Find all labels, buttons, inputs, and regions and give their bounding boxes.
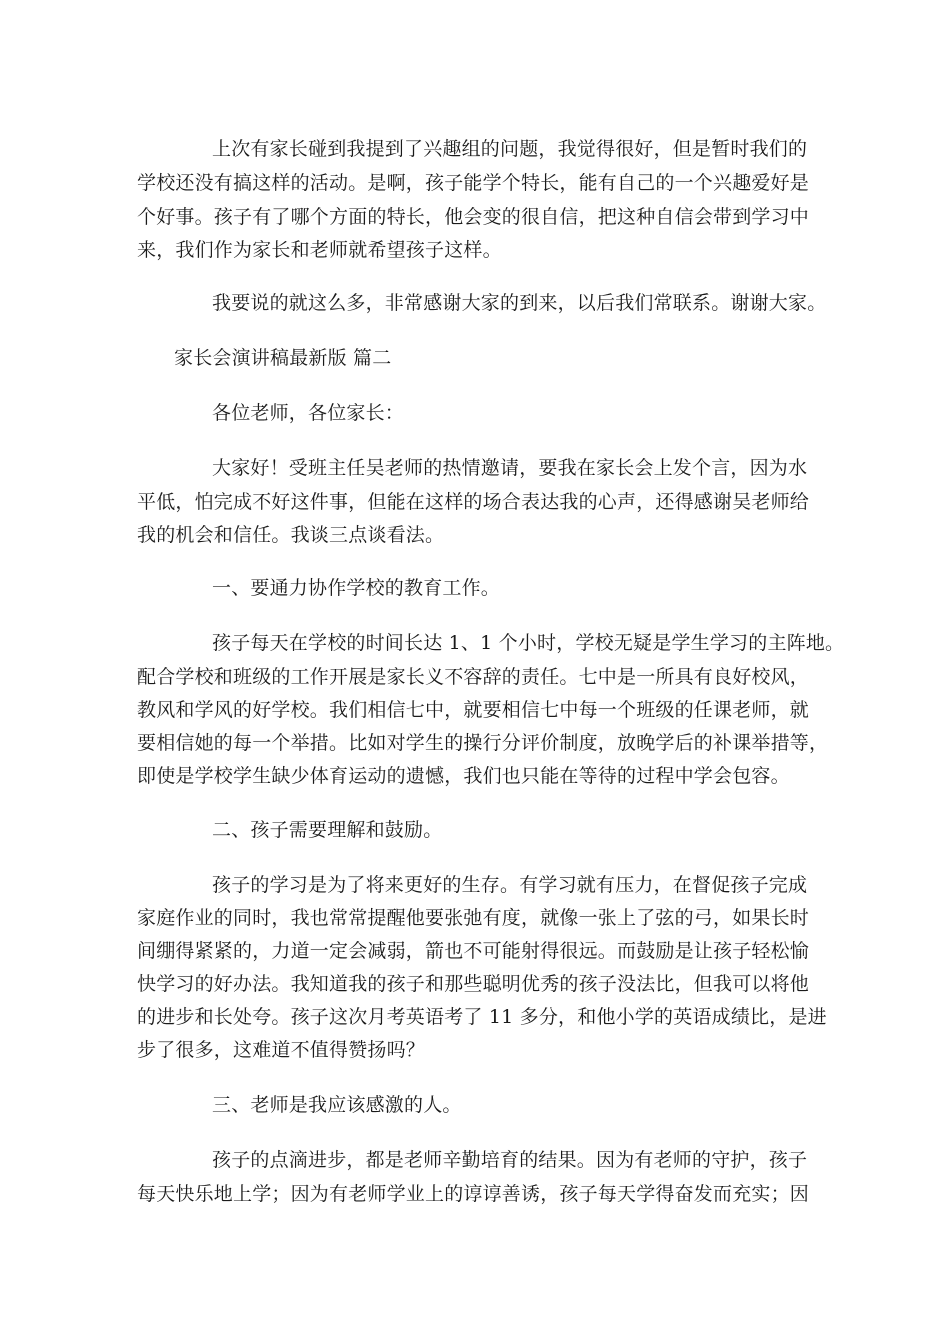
paragraph-line: 上次有家长碰到我提到了兴趣组的问题，我觉得很好，但是暂时我们的 bbox=[212, 138, 808, 160]
paragraph-line: 个好事。孩子有了哪个方面的特长，他会变的很自信，把这种自信会带到学习中 bbox=[137, 206, 810, 228]
point-heading: 一、要通力协作学校的教育工作。 bbox=[212, 577, 501, 599]
paragraph-line: 孩子的学习是为了将来更好的生存。有学习就有压力，在督促孩子完成 bbox=[212, 874, 808, 896]
paragraph-line: 我要说的就这么多，非常感谢大家的到来，以后我们常联系。谢谢大家。 bbox=[212, 292, 827, 314]
point-heading: 三、老师是我应该感激的人。 bbox=[212, 1094, 462, 1116]
point-heading: 二、孩子需要理解和鼓励。 bbox=[212, 819, 443, 841]
paragraph-line: 的进步和长处夸。孩子这次月考英语考了 11 多分，和他小学的英语成绩比，是进 bbox=[137, 1006, 827, 1028]
paragraph-line: 步了很多，这难道不值得赞扬吗？ bbox=[137, 1039, 426, 1061]
paragraph-line: 快学习的好办法。我知道我的孩子和那些聪明优秀的孩子没法比，但我可以将他 bbox=[137, 973, 810, 995]
paragraph-line: 每天快乐地上学；因为有老师学业上的谆谆善诱，孩子每天学得奋发而充实；因 bbox=[137, 1183, 810, 1205]
salutation: 各位老师，各位家长： bbox=[212, 402, 405, 424]
paragraph-line: 平低，怕完成不好这件事，但能在这样的场合表达我的心声，还得感谢吴老师给 bbox=[137, 491, 810, 513]
paragraph-line: 学校还没有搞这样的活动。是啊，孩子能学个特长，能有自己的一个兴趣爱好是 bbox=[137, 172, 810, 194]
paragraph-line: 即使是学校学生缺少体育运动的遗憾，我们也只能在等待的过程中学会包容。 bbox=[137, 765, 790, 787]
paragraph-line: 来，我们作为家长和老师就希望孩子这样。 bbox=[137, 239, 502, 261]
section-heading: 家长会演讲稿最新版 篇二 bbox=[174, 347, 392, 369]
paragraph-line: 间绷得紧紧的，力道一定会减弱，箭也不可能射得很远。而鼓励是让孩子轻松愉 bbox=[137, 940, 810, 962]
paragraph-line: 配合学校和班级的工作开展是家长义不容辞的责任。七中是一所具有良好校风， bbox=[137, 666, 810, 688]
paragraph-line: 孩子的点滴进步，都是老师辛勤培育的结果。因为有老师的守护，孩子 bbox=[212, 1149, 808, 1171]
paragraph-line: 教风和学风的好学校。我们相信七中，就要相信七中每一个班级的任课老师，就 bbox=[137, 699, 810, 721]
paragraph-line: 要相信她的每一个举措。比如对学生的操行分评价制度，放晚学后的补课举措等， bbox=[137, 732, 829, 754]
paragraph-line: 孩子每天在学校的时间长达 1、1 个小时，学校无疑是学生学习的主阵地。 bbox=[212, 632, 845, 654]
paragraph-line: 我的机会和信任。我谈三点谈看法。 bbox=[137, 524, 445, 546]
paragraph-line: 大家好！受班主任吴老师的热情邀请，要我在家长会上发个言，因为水 bbox=[212, 457, 808, 479]
paragraph-line: 家庭作业的同时，我也常常提醒他要张弛有度，就像一张上了弦的弓，如果长时 bbox=[137, 907, 810, 929]
